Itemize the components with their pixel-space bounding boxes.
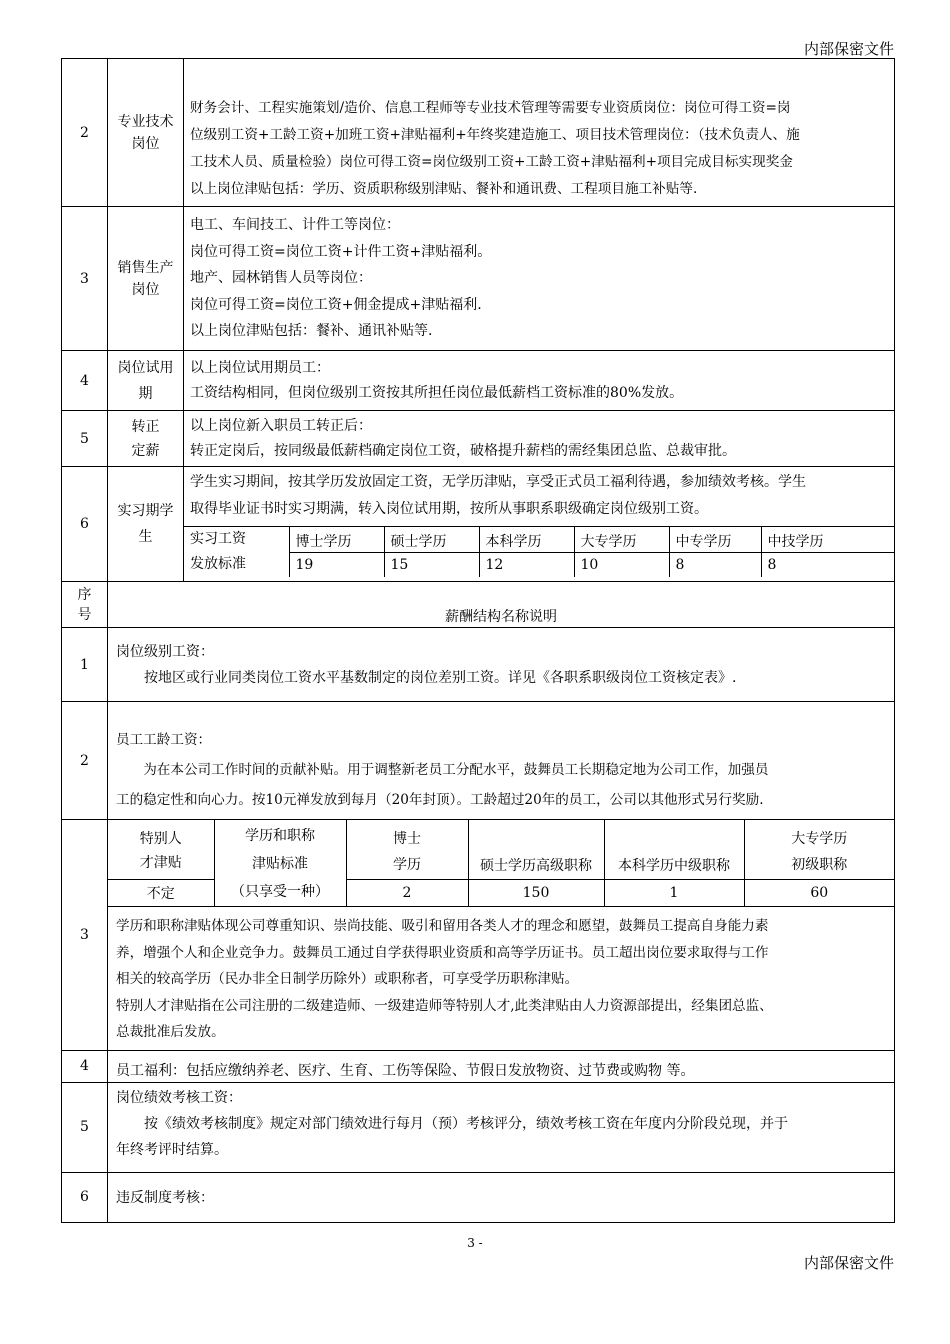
intern-wage-label: 实习工资 发放标准 bbox=[184, 527, 289, 578]
row-number: 2 bbox=[62, 59, 108, 207]
section-title: 薪酬结构名称说明 bbox=[108, 582, 895, 628]
row-number: 6 bbox=[62, 467, 108, 582]
wage-value: 8 bbox=[761, 553, 894, 577]
row-number: 5 bbox=[62, 1082, 108, 1172]
row-number: 4 bbox=[62, 351, 108, 411]
position-description: 电工、车间技工、计件工等岗位： 岗位可得工资=岗位工资+计件工资+津贴福利。 地产、园林销售人员等岗位： 岗位可得工资=岗位工资+佣金提成+津贴福利. 以上岗位津贴包括：餐补、通讯补贴等. bbox=[184, 207, 895, 351]
degree-header: 硕士学历 bbox=[384, 527, 479, 553]
item-description: 员工福利：包括应缴纳养老、医疗、生育、工伤等保险、节假日发放物资、过节费或购物 等。 bbox=[108, 1050, 895, 1082]
allowance-header: 大专学历 初级职称 bbox=[744, 820, 894, 880]
item-description: 员工工龄工资： 为在本公司工作时间的贡献补贴。用于调整新老员工分配水平，鼓舞员工长期稳定地为公司工作，加强员 工的稳定性和向心力。按10元禅发放到每月（20年封顶）。工龄超过20年的员工，公司以其他形式另行奖励. bbox=[108, 702, 895, 820]
salary-structure-table bbox=[61, 58, 895, 1223]
row-number: 1 bbox=[62, 628, 108, 702]
degree-header: 博士学历 bbox=[289, 527, 384, 553]
table-row bbox=[62, 1050, 895, 1082]
allowance-description: 学历和职称津贴体现公司尊重知识、崇尚技能、吸引和留用各类人才的理念和愿望，鼓舞员工提高自身能力素 养，增强个人和企业竞争力。鼓舞员工通过自学获得职业资质和高等学历证书。员工超出岗位要求取得与工作 相关的较高学历（民办非全日制学历除外）或职称者，可享受学历职称津贴。 特别人才津贴指在公司注册的二级建造师、一级建造师等特别人才,此类津贴由人力资源部提出，经集团总监、 总裁批准后发放。 bbox=[116, 918, 773, 1040]
allowance-value: 150 bbox=[468, 879, 604, 906]
allowance-header: 学历和职称 津贴标准 （只享受一种） bbox=[214, 820, 346, 907]
wage-value: 10 bbox=[574, 553, 669, 577]
table-row bbox=[62, 467, 895, 582]
table-row bbox=[62, 207, 895, 351]
allowance-value: 2 bbox=[346, 879, 468, 906]
position-title: 专业技术 岗位 bbox=[108, 59, 184, 207]
sequence-column-header: 序 号 bbox=[62, 582, 108, 628]
row-number: 2 bbox=[62, 702, 108, 820]
table-row bbox=[62, 628, 895, 702]
table-row bbox=[62, 820, 895, 1051]
degree-header: 大专学历 bbox=[574, 527, 669, 553]
page-number: 3 - bbox=[467, 1236, 483, 1250]
allowance-value: 不定 bbox=[108, 879, 214, 906]
confidential-footer: 内部保密文件 bbox=[803, 1254, 894, 1272]
allowance-header: 博士 学历 bbox=[346, 820, 468, 880]
intern-wage-table bbox=[184, 526, 894, 577]
position-description: 以上岗位试用期员工： 工资结构相同，但岗位级别工资按其所担任岗位最低薪档工资标准的80%发放。 bbox=[184, 351, 895, 411]
item-description: 岗位级别工资： 按地区或行业同类岗位工资水平基数制定的岗位差别工资。详见《各职系职级岗位工资核定表》. bbox=[108, 628, 895, 702]
degree-header: 本科学历 bbox=[479, 527, 574, 553]
degree-header: 中技学历 bbox=[761, 527, 894, 553]
item-description: 岗位绩效考核工资： 按《绩效考核制度》规定对部门绩效进行每月（预）考核评分，绩效考核工资在年度内分阶段兑现，并于 年终考评时结算。 bbox=[108, 1082, 895, 1172]
position-title: 实习期学 生 bbox=[108, 467, 184, 582]
table-row bbox=[62, 1172, 895, 1222]
section-header-row bbox=[62, 582, 895, 628]
wage-value: 12 bbox=[479, 553, 574, 577]
row-number: 3 bbox=[62, 207, 108, 351]
table-row bbox=[62, 59, 895, 207]
row-number: 4 bbox=[62, 1050, 108, 1082]
table-row bbox=[62, 1082, 895, 1172]
allowance-cell bbox=[108, 820, 895, 1051]
allowance-header: 硕士学历高级职称 bbox=[468, 820, 604, 880]
allowance-table bbox=[108, 819, 894, 907]
item-description: 违反制度考核： bbox=[108, 1172, 895, 1222]
allowance-value: 1 bbox=[604, 879, 744, 906]
position-title: 转正 定薪 bbox=[108, 411, 184, 467]
table-row bbox=[62, 411, 895, 467]
degree-header: 中专学历 bbox=[669, 527, 761, 553]
table-row bbox=[62, 702, 895, 820]
row-number: 3 bbox=[62, 820, 108, 1051]
position-description: 财务会计、工程实施策划/造价、信息工程师等专业技术管理等需要专业资质岗位：岗位可得工资=岗 位级别工资+工龄工资+加班工资+津贴福利+年终奖建造施工、项目技术管理岗位：（技术负责人、施 工技术人员、质量检验）岗位可得工资=岗位级别工资+工龄工资+津贴福利+项目完成目标实现奖金 以上岗位津贴包括：学历、资质职称级别津贴、餐补和通讯费、工程项目施工补贴等. bbox=[184, 59, 895, 207]
position-title: 岗位试用 期 bbox=[108, 351, 184, 411]
wage-value: 15 bbox=[384, 553, 479, 577]
allowance-header: 本科学历中级职称 bbox=[604, 820, 744, 880]
wage-value: 19 bbox=[289, 553, 384, 577]
intern-cell bbox=[184, 467, 895, 582]
wage-value: 8 bbox=[669, 553, 761, 577]
allowance-header: 特别人 才津贴 bbox=[108, 820, 214, 880]
position-description: 以上岗位新入职员工转正后： 转正定岗后，按同级最低薪档确定岗位工资，破格提升薪档的需经集团总监、总裁审批。 bbox=[184, 411, 895, 467]
intern-description: 学生实习期间，按其学历发放固定工资，无学历津贴，享受正式员工福利待遇，参加绩效考核。学生 取得毕业证书时实习期满，转入岗位试用期，按所从事职系职级确定岗位级别工资。 bbox=[190, 474, 806, 517]
row-number: 5 bbox=[62, 411, 108, 467]
position-title: 销售生产 岗位 bbox=[108, 207, 184, 351]
allowance-value: 60 bbox=[744, 879, 894, 906]
confidential-header: 内部保密文件 bbox=[803, 40, 894, 58]
row-number: 6 bbox=[62, 1172, 108, 1222]
table-row bbox=[62, 351, 895, 411]
